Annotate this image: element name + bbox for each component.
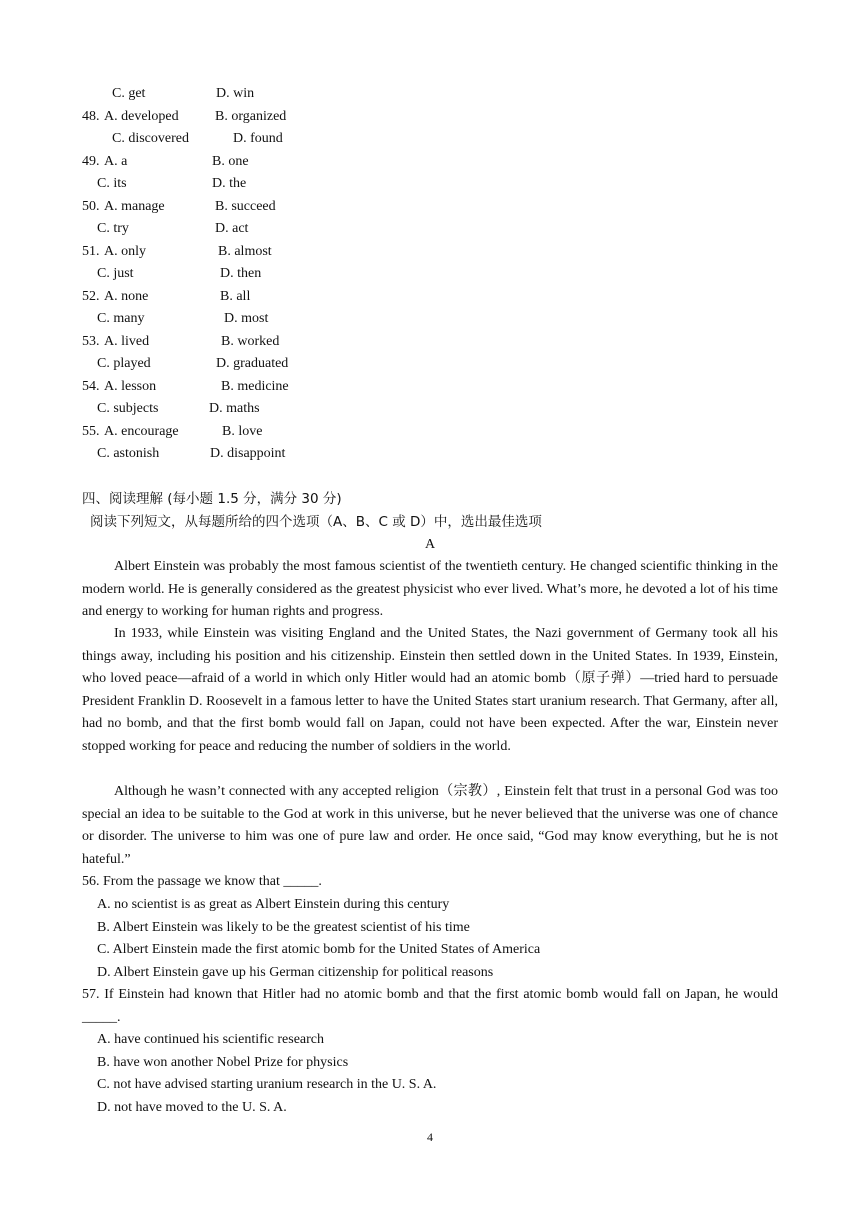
option-52-a: A. none: [104, 289, 149, 304]
option-54-b: B. medicine: [221, 379, 289, 394]
question-number-53: 53.: [82, 334, 100, 349]
option-53-a: A. lived: [104, 334, 150, 349]
passage-paragraph-1: Albert Einstein was probably the most famous scientist of the twentieth century. He changed scientific thinking in the modern world. He is generally considered as the greatest physicist who ever lived. What’s more, he devoted a lot of his time and energy to working for human rights and progress.: [82, 559, 778, 620]
option-48-d: D. found: [233, 131, 283, 146]
option-47-d: D. win: [216, 86, 255, 101]
option-48-a: A. developed: [104, 109, 179, 124]
question-57-stem: 57. If Einstein had known that Hitler had no atomic bomb and that the first atomic bomb would fall on Japan, he would _____.: [82, 987, 778, 1025]
question-56-option-a: A. no scientist is as great as Albert Einstein during this century: [97, 897, 450, 912]
option-54-a: A. lesson: [104, 379, 157, 394]
question-57-option-c: C. not have advised starting uranium research in the U. S. A.: [97, 1077, 437, 1092]
question-number-48: 48.: [82, 109, 100, 124]
question-57-option-d: D. not have moved to the U. S. A.: [97, 1100, 287, 1115]
question-56-stem: 56. From the passage we know that _____.: [82, 874, 322, 889]
option-49-c: C. its: [97, 176, 127, 191]
option-49-b: B. one: [212, 154, 249, 169]
option-54-d: D. maths: [209, 401, 260, 416]
section-heading: 四、阅读理解 (每小题 1.5 分，满分 30 分): [82, 491, 342, 507]
question-57-option-a: A. have continued his scientific research: [97, 1032, 325, 1047]
passage-paragraph-2: In 1933, while Einstein was visiting England and the United States, the Nazi government of Germany took all his things away, including his position and his citizenship. Einstein then settled down in the United States. In 1939, Einstein, who loved peace—afraid of a world in which only Hitler would had an atomic bomb（原子弹）—tried hard to persuade President Franklin D. Roosevelt in a famous letter to have the United States start uranium research. That Germany, after all, had no bomb, and that the first bomb would fall on Japan, could not have been expected. After the war, Einstein never stopped working for peace and reducing the number of soldiers in the world.: [82, 626, 778, 754]
passage-label: A: [424, 537, 436, 552]
option-49-d: D. the: [212, 176, 247, 191]
question-number-52: 52.: [82, 289, 100, 304]
question-number-54: 54.: [82, 379, 100, 394]
option-52-c: C. many: [97, 311, 145, 326]
question-56-option-d: D. Albert Einstein gave up his German citizenship for political reasons: [97, 965, 494, 980]
page-number: 4: [427, 1130, 433, 1144]
section-instruction: 阅读下列短文，从每题所给的四个选项（A、B、C 或 D）中，选出最佳选项: [90, 514, 542, 530]
option-51-d: D. then: [220, 266, 262, 281]
option-55-a: A. encourage: [104, 424, 179, 439]
option-52-b: B. all: [220, 289, 251, 304]
option-52-d: D. most: [224, 311, 269, 326]
option-48-b: B. organized: [215, 109, 287, 124]
option-51-a: A. only: [104, 244, 146, 259]
question-56-option-b: B. Albert Einstein was likely to be the greatest scientist of his time: [97, 920, 470, 935]
question-number-49: 49.: [82, 154, 100, 169]
passage-paragraph-3: Although he wasn’t connected with any accepted religion（宗教）, Einstein felt that trust in a personal God was too special an idea to be suitable to the God at work in this universe, but he never believed that the universe was one of chance or disorder. The universe to him was one of pure law and order. He once said, “God may know everything, but he is not hateful.”: [82, 784, 778, 867]
question-number-50: 50.: [82, 199, 100, 214]
option-50-c: C. try: [97, 221, 129, 236]
option-54-c: C. subjects: [97, 401, 159, 416]
question-57-option-b: B. have won another Nobel Prize for physics: [97, 1055, 349, 1070]
option-51-b: B. almost: [218, 244, 272, 259]
question-number-55: 55.: [82, 424, 100, 439]
option-53-c: C. played: [97, 356, 151, 371]
option-53-d: D. graduated: [216, 356, 289, 371]
option-51-c: C. just: [97, 266, 134, 281]
question-number-51: 51.: [82, 244, 100, 259]
option-55-c: C. astonish: [97, 446, 160, 461]
option-48-c: C. discovered: [112, 131, 189, 146]
option-50-a: A. manage: [104, 199, 165, 214]
option-47-c: C. get: [112, 86, 146, 101]
option-55-d: D. disappoint: [210, 446, 286, 461]
option-53-b: B. worked: [221, 334, 280, 349]
option-55-b: B. love: [222, 424, 263, 439]
option-50-b: B. succeed: [215, 199, 276, 214]
option-50-d: D. act: [215, 221, 249, 236]
option-49-a: A. a: [104, 154, 128, 169]
question-56-option-c: C. Albert Einstein made the first atomic bomb for the United States of America: [97, 942, 541, 957]
